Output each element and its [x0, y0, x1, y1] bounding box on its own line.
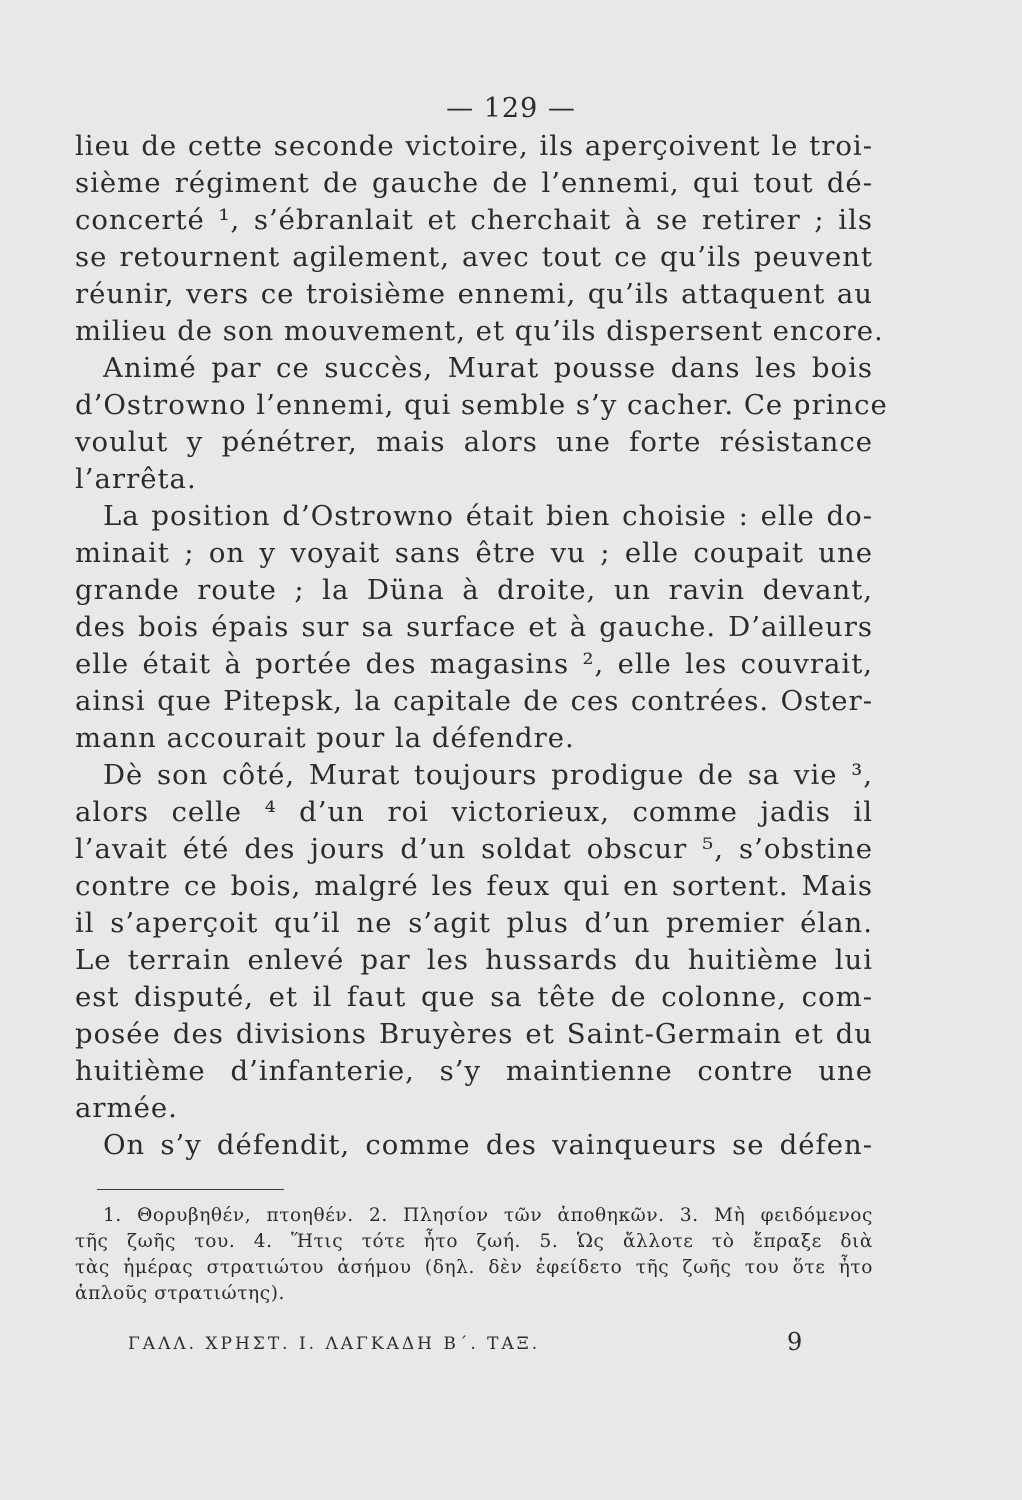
text-line: il s’aperçoit qu’il ne s’agit plus d’un premier élan. [75, 907, 873, 939]
footnote-line: τῆς ζωῆς του. 4. Ἥτις τότε ἦτο ζωή. 5. Ὡς ἄλλοτε τὸ ἔπραξε διὰ [75, 1231, 873, 1252]
signature-number: 9 [787, 1328, 803, 1356]
text-line: minait ; on y voyait sans être vu ; elle coupait une [75, 537, 873, 569]
text-line: ainsi que Pitepsk, la capitale de ces contrées. Oster- [75, 685, 873, 717]
body-text [75, 128, 888, 1164]
text-line: La position d’Ostrowno était bien choisie : elle do- [103, 500, 873, 532]
text-line: Dè son côté, Murat toujours prodigue de sa vie ³, [103, 759, 873, 791]
text-line: l’arrêta. [75, 463, 197, 495]
footnote-line: ἁπλοῦς στρατιώτης). [75, 1283, 285, 1304]
text-line: des bois épais sur sa surface et à gauche. D’ailleurs [75, 611, 873, 643]
text-line: se retournent agilement, avec tout ce qu’ils peuvent [75, 241, 873, 273]
text-line: l’avait été des jours d’un soldat obscur ⁵, s’obstine [75, 833, 873, 865]
text-line: huitième d’infanterie, s’y maintienne contre une [75, 1055, 873, 1087]
text-line: lieu de cette seconde victoire, ils aperçoivent le troi- [75, 130, 873, 162]
text-line: milieu de son mouvement, et qu’ils dispersent encore. [75, 315, 884, 347]
text-line: Animé par ce succès, Murat pousse dans les bois [103, 352, 873, 384]
text-line: sième régiment de gauche de l’ennemi, qui tout dé- [75, 167, 873, 199]
text-line: elle était à portée des magasins ², elle les couvrait, [75, 648, 873, 680]
text-line: posée des divisions Bruyères et Saint-Germain et du [75, 1018, 873, 1050]
footnotes [75, 1203, 873, 1307]
footnote-divider [97, 1189, 284, 1190]
text-line: concerté ¹, s’ébranlait et cherchait à se retirer ; ils [75, 204, 873, 236]
text-line: est disputé, et il faut que sa tête de colonne, com- [75, 981, 873, 1013]
printer-signature: ΓΑΛΛ. ΧΡΗΣΤ. Ι. ΛΑΓΚΑΔΗ Β΄. ΤΑΞ. [128, 1334, 541, 1354]
page-number: — 129 — [446, 93, 576, 124]
text-line: réunir, vers ce troisième ennemi, qu’ils attaquent au [75, 278, 873, 310]
footnote-line: τὰς ἡμέρας στρατιώτου ἀσήμου (δηλ. δὲν ἐφείδετο τῆς ζωῆς του ὅτε ἦτο [75, 1257, 873, 1278]
text-line: Le terrain enlevé par les hussards du huitième lui [75, 944, 873, 976]
text-line: armée. [75, 1092, 178, 1124]
text-line: alors celle ⁴ d’un roi victorieux, comme jadis il [75, 796, 873, 828]
text-line: voulut y pénétrer, mais alors une forte résistance [75, 426, 873, 458]
text-line: On s’y défendit, comme des vainqueurs se défen- [103, 1129, 873, 1161]
text-line: mann accourait pour la défendre. [75, 722, 575, 754]
text-line: grande route ; la Düna à droite, un ravin devant, [75, 574, 873, 606]
footnote-line: 1. Θορυβηθέν, πτοηθέν. 2. Πλησίον τῶν ἀποθηκῶν. 3. Μὴ φειδόμενος [103, 1205, 873, 1226]
text-line: contre ce bois, malgré les feux qui en sortent. Mais [75, 870, 873, 902]
text-line: d’Ostrowno l’ennemi, qui semble s’y cacher. Ce prince [75, 389, 888, 421]
